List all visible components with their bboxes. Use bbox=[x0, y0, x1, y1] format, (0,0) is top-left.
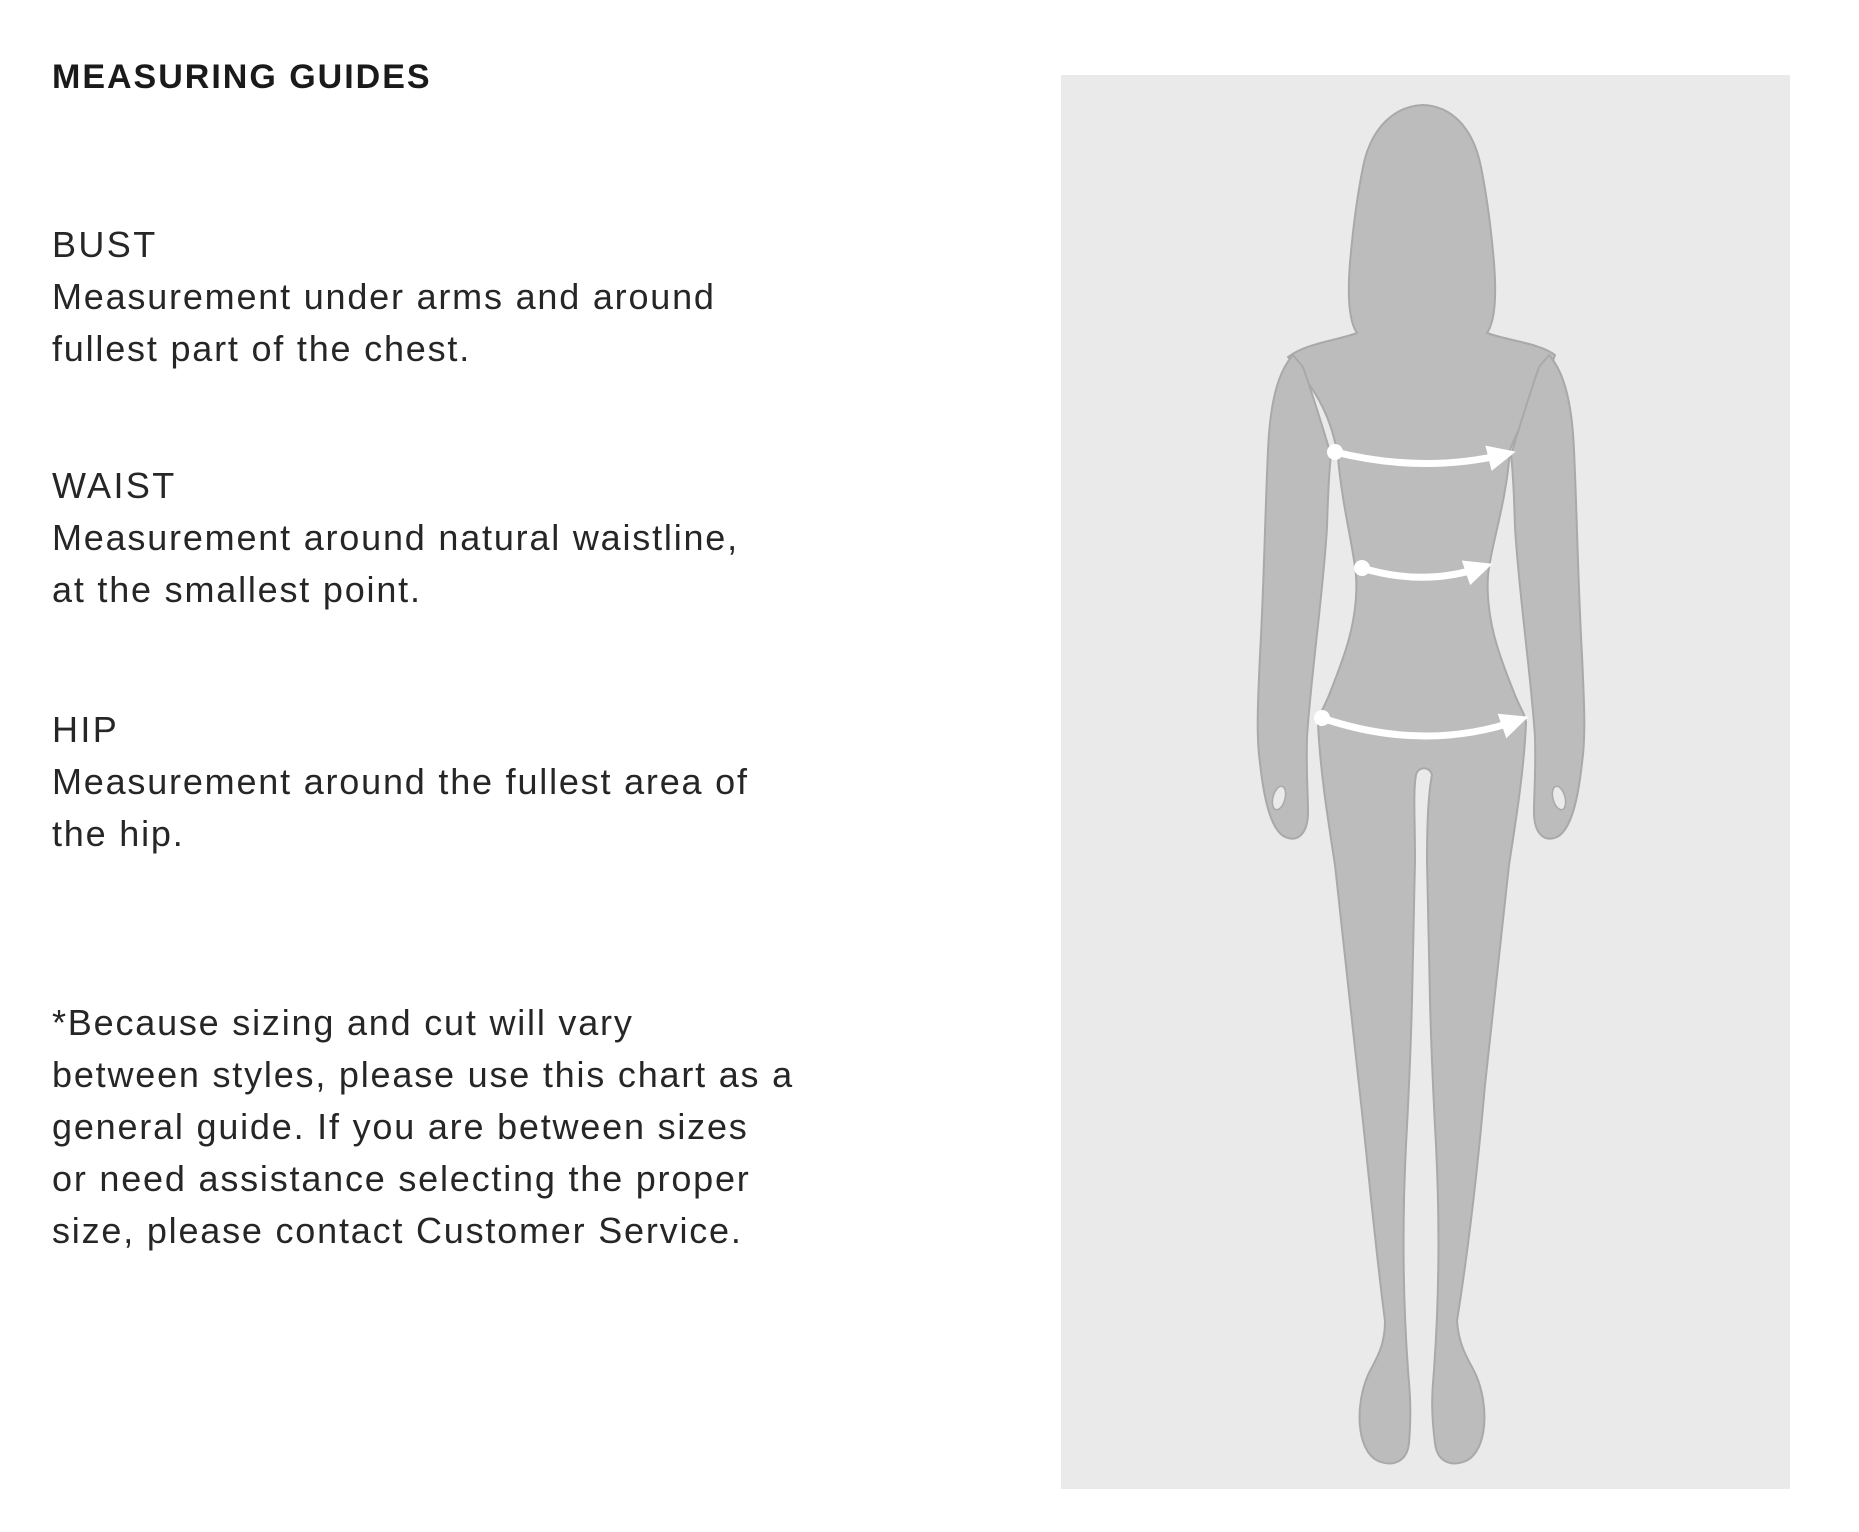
footnote-line: general guide. If you are between sizes bbox=[52, 1106, 749, 1147]
footnote-line: between styles, please use this chart as a bbox=[52, 1054, 794, 1095]
hip-description-line: Measurement around the fullest area of bbox=[52, 761, 749, 802]
page-title: MEASURING GUIDES bbox=[52, 58, 432, 96]
section-hip bbox=[52, 704, 749, 860]
body-outline bbox=[1288, 105, 1555, 1463]
bust-label: BUST bbox=[52, 224, 158, 265]
female-body-silhouette bbox=[1061, 75, 1790, 1489]
hip-label: HIP bbox=[52, 709, 120, 750]
footnote-line: *Because sizing and cut will vary bbox=[52, 1002, 634, 1043]
left-arm bbox=[1258, 355, 1331, 839]
section-bust bbox=[52, 219, 716, 375]
bust-description-line: fullest part of the chest. bbox=[52, 328, 471, 369]
waist-label: WAIST bbox=[52, 465, 177, 506]
waist-description-line: Measurement around natural waistline, bbox=[52, 517, 739, 558]
waist-description-line: at the smallest point. bbox=[52, 569, 422, 610]
sizing-footnote bbox=[52, 997, 794, 1257]
bust-description-line: Measurement under arms and around bbox=[52, 276, 716, 317]
section-waist bbox=[52, 460, 739, 616]
size-guide-figure-panel bbox=[1061, 75, 1790, 1489]
footnote-line: size, please contact Customer Service. bbox=[52, 1210, 743, 1251]
hip-description-line: the hip. bbox=[52, 813, 185, 854]
footnote-line: or need assistance selecting the proper bbox=[52, 1158, 751, 1199]
